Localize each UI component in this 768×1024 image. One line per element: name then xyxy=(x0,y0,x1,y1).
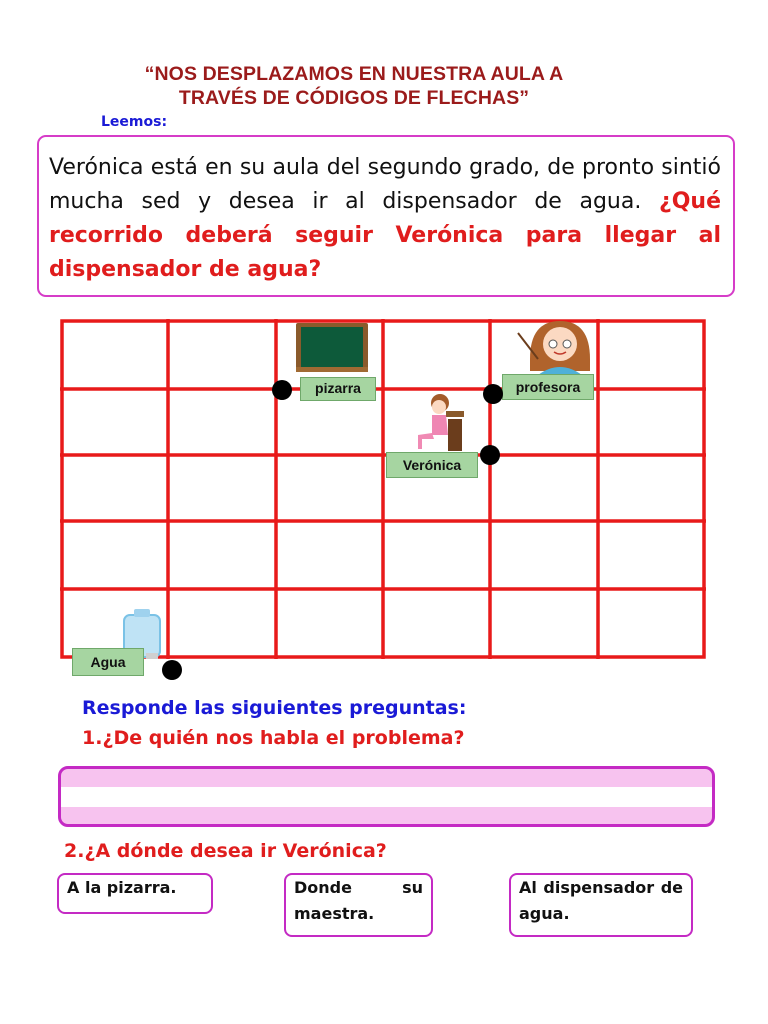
story-box xyxy=(37,135,735,297)
grid-lines xyxy=(60,319,706,659)
veronica-label: Verónica xyxy=(386,452,478,478)
question-2: 2.¿A dónde desea ir Verónica? xyxy=(64,840,387,862)
pizarra-point xyxy=(272,380,292,400)
veronica-girl-icon xyxy=(418,394,464,451)
profesora-point xyxy=(483,384,503,404)
chalkboard-icon xyxy=(296,323,368,372)
story-question: ¿Qué recorrido deberá seguir Verónica para llegar al dispensador de agua? xyxy=(49,189,721,282)
title-line-1: “NOS DESPLAZAMOS EN NUESTRA AULA A xyxy=(144,63,564,85)
agua-point xyxy=(162,660,182,680)
option-b[interactable]: Donde su maestra. xyxy=(284,873,433,937)
option-c[interactable]: Al dispensador de agua. xyxy=(509,873,693,937)
option-a[interactable]: A la pizarra. xyxy=(57,873,213,914)
title-line-2: TRAVÉS DE CÓDIGOS DE FLECHAS” xyxy=(178,87,530,109)
question-1: 1.¿De quién nos habla el problema? xyxy=(82,727,465,749)
leemos-heading: Leemos: xyxy=(101,114,168,130)
pizarra-label: pizarra xyxy=(300,377,376,401)
story-text: Verónica está en su aula del segundo grado, de pronto sintió mucha sed y desea ir al dispensador de agua. xyxy=(49,155,721,214)
veronica-point xyxy=(480,445,500,465)
answer-field-1[interactable] xyxy=(58,766,715,827)
questions-heading: Responde las siguientes preguntas: xyxy=(82,697,467,719)
profesora-label: profesora xyxy=(502,374,594,400)
classroom-grid xyxy=(60,319,706,670)
agua-label: Agua xyxy=(72,648,144,676)
page-title xyxy=(0,62,708,110)
